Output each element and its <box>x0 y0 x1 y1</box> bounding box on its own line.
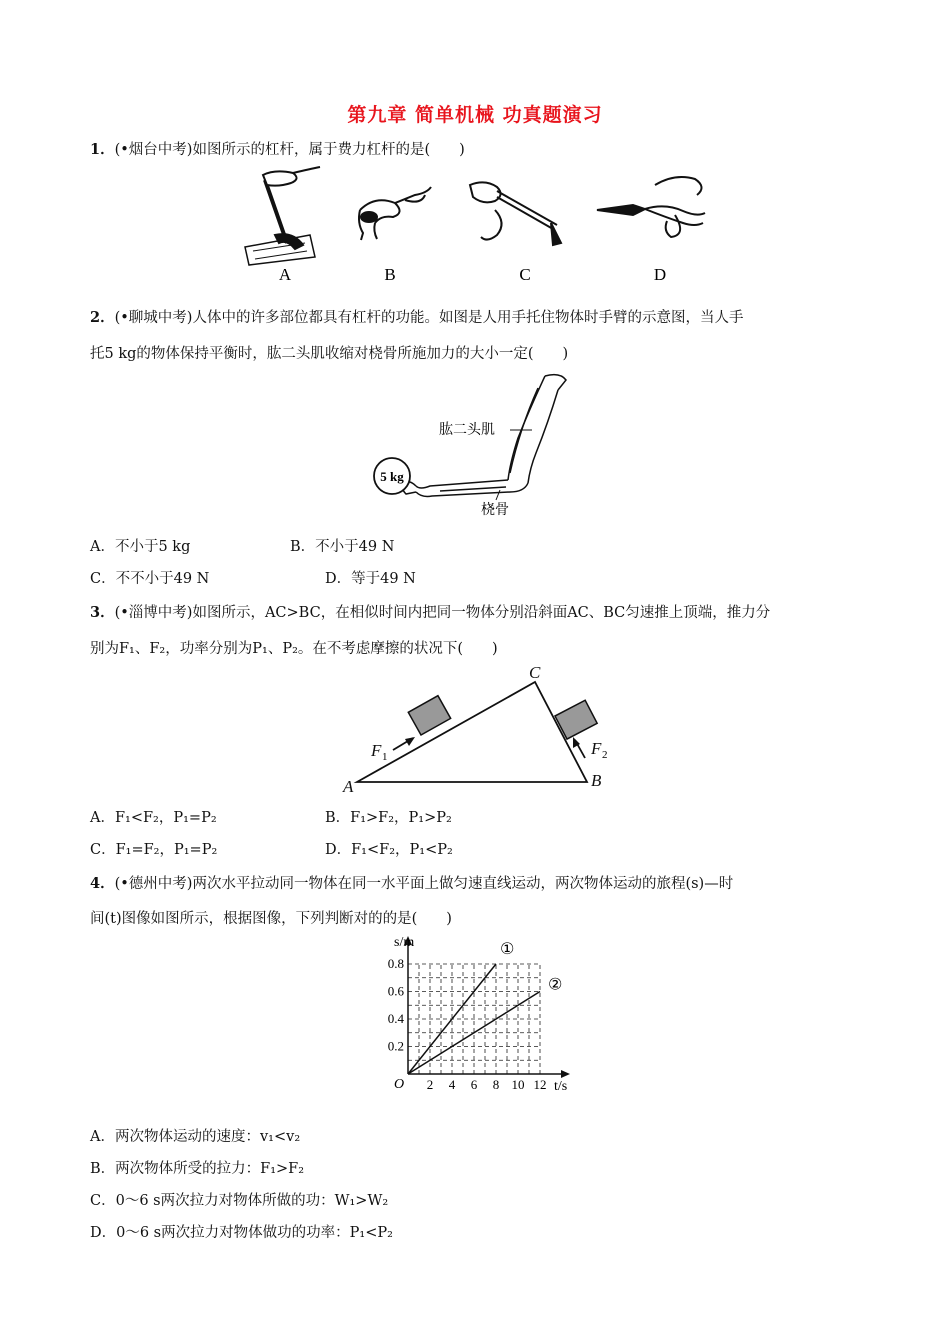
y-tick-label: 0.2 <box>387 1038 404 1054</box>
q1-number: 1． <box>90 141 115 158</box>
q2-number: 2． <box>90 309 115 326</box>
q3-number: 3． <box>90 604 115 621</box>
q2-option-d: D．等于49 N <box>325 571 416 587</box>
q4-option-b: B．两次物体所受的拉力：F₁>F₂ <box>90 1161 305 1177</box>
q3-text-1: (•淄博中考)如图所示，AC>BC，在相似时间内把同一物体分别沿斜面AC、BC匀速推上顶端，推力分 <box>114 605 771 621</box>
lever-c-illustration <box>470 182 561 245</box>
series-label-1: ① <box>500 939 515 958</box>
q3-label-b: B <box>591 771 602 790</box>
x-axis-label: t/s <box>554 1079 568 1094</box>
q3-incline-figure <box>335 662 615 800</box>
q2-arm-figure <box>370 368 590 523</box>
q3-option-b: B．F₁>F₂，P₁>P₂ <box>325 810 452 826</box>
q1-label-a: A <box>278 265 292 284</box>
q3-label-f1: F <box>371 741 382 760</box>
q3-stem-line2: 别为F₁、F₂，功率分别为P₁、P₂。在不考虑摩擦的状况下( ) <box>90 641 498 657</box>
q2-muscle-label: 肱二头肌 <box>439 422 495 438</box>
q3-option-d: D．F₁<F₂，P₁<P₂ <box>325 842 453 858</box>
q4-stem-line2: 间(t)图像如图所示，根据图像，下列判断对的的是( ) <box>90 911 452 927</box>
origin-label: O <box>394 1077 405 1092</box>
x-tick-label: 4 <box>448 1077 456 1092</box>
q2-option-a: A．不小于5 kg <box>90 539 191 555</box>
q4-option-d: D．0～6 s两次拉力对物体做功的功率：P₁<P₂ <box>90 1225 393 1241</box>
x-tick-label: 2 <box>426 1077 434 1092</box>
page-title: 第九章 简单机械 功真题演习 <box>347 104 603 126</box>
q4-number: 4． <box>90 875 115 892</box>
q4-option-c: C．0～6 s两次拉力对物体所做的功：W₁>W₂ <box>90 1193 389 1209</box>
x-axis-arrow <box>561 1070 570 1078</box>
lever-a-illustration <box>245 167 320 265</box>
lever-d-illustration <box>597 177 705 237</box>
q2-weight-label: 5 kg <box>380 469 404 484</box>
q1-label-b: B <box>384 265 396 284</box>
q2-bone-label: 桡骨 <box>481 502 509 518</box>
q3-label-a: A <box>343 777 354 796</box>
y-tick-label: 0.8 <box>387 956 404 971</box>
x-tick-label: 8 <box>492 1077 500 1092</box>
q4-option-a: A．两次物体运动的速度：v₁<v₂ <box>90 1129 301 1145</box>
q4-st-chart <box>360 934 590 1094</box>
y-tick-label: 0.4 <box>387 1011 404 1026</box>
q3-label-f2: F <box>591 739 602 758</box>
q2-stem-line2: 托5 kg的物体保持平衡时，肱二头肌收缩对桡骨所施加力的大小一定( ) <box>90 346 569 362</box>
q1-label-c: C <box>519 265 531 284</box>
q3-stem-line1 <box>90 601 770 622</box>
q3-label-c: C <box>529 663 541 682</box>
q2-text-1: (•聊城中考)人体中的许多部位都具有杠杆的功能。如图是人用手托住物体时手臂的示意图，当人手 <box>114 310 744 326</box>
q2-option-b: B．不小于49 N <box>290 539 395 555</box>
y-tick-label: 0.6 <box>387 983 404 999</box>
x-tick-label: 6 <box>470 1077 478 1092</box>
lever-b-illustration <box>359 187 431 240</box>
svg-text:1: 1 <box>382 751 388 763</box>
q2-option-c: C．不不小于49 N <box>90 571 210 587</box>
q4-text-1: (•德州中考)两次水平拉动同一物体在同一水平面上做匀速直线运动，两次物体运动的旅程(s)—时 <box>114 876 734 892</box>
block-ac <box>408 696 450 735</box>
y-axis-label: s/m <box>394 935 415 950</box>
q4-stem-line1 <box>90 872 733 893</box>
q3-option-a: A．F₁<F₂，P₁=P₂ <box>90 810 217 826</box>
q1-stem <box>90 138 465 159</box>
q1-figure <box>235 165 715 285</box>
incline-triangle <box>357 682 587 782</box>
q3-option-c: C．F₁=F₂，P₁=P₂ <box>90 842 218 858</box>
q1-text: (•烟台中考)如图所示的杠杆，属于费力杠杆的是( ) <box>114 142 465 158</box>
series-label-2: ② <box>548 974 563 994</box>
svg-text:2: 2 <box>602 749 608 761</box>
x-tick-label: 10 <box>511 1077 525 1092</box>
q1-label-d: D <box>653 265 667 284</box>
x-tick-label: 12 <box>533 1077 547 1092</box>
q2-stem-line1 <box>90 306 743 327</box>
